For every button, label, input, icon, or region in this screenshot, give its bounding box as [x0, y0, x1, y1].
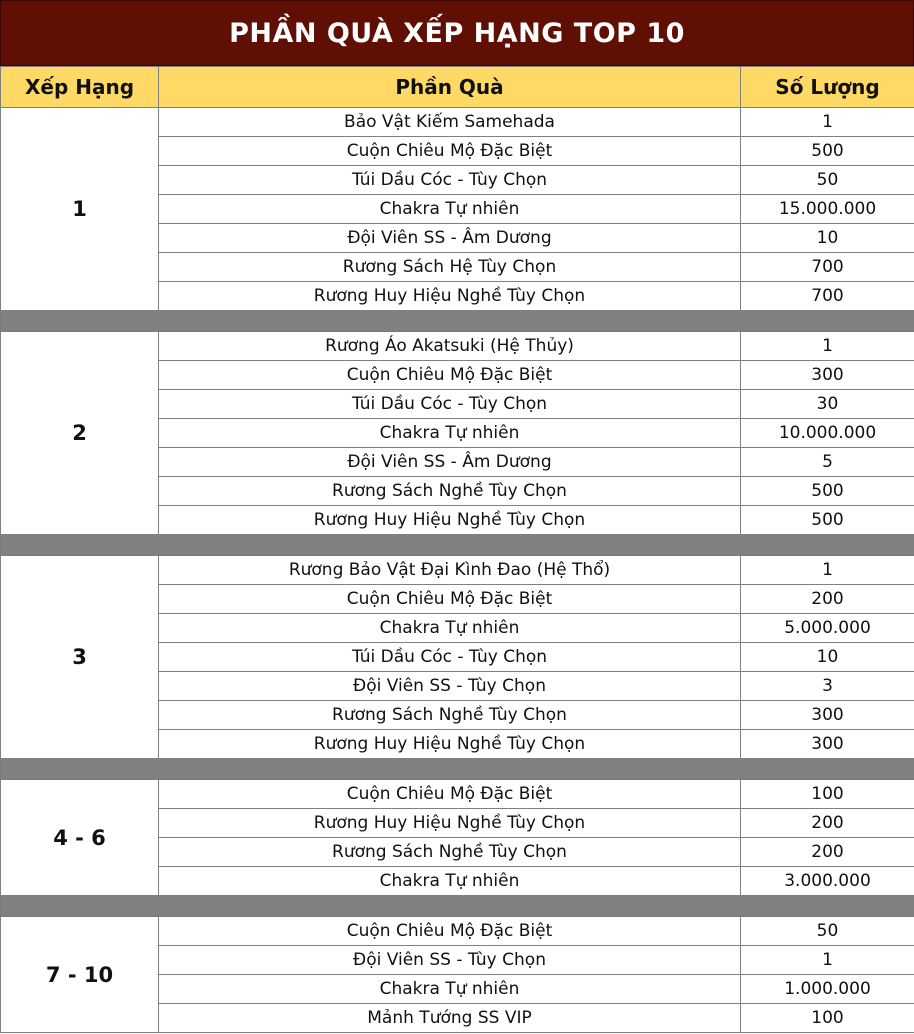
table-row — [1, 108, 914, 137]
reward-name-cell: Rương Huy Hiệu Nghề Tùy Chọn — [159, 506, 741, 535]
reward-quantity-cell: 3.000.000 — [741, 867, 914, 896]
reward-name-cell: Rương Huy Hiệu Nghề Tùy Chọn — [159, 730, 741, 759]
reward-quantity-cell: 10.000.000 — [741, 419, 914, 448]
group-separator-cell — [1, 535, 914, 556]
reward-quantity-cell: 500 — [741, 477, 914, 506]
reward-quantity-cell: 700 — [741, 253, 914, 282]
reward-quantity-cell: 1 — [741, 946, 914, 975]
rank-cell: 4 - 6 — [1, 780, 159, 896]
rank-cell: 3 — [1, 556, 159, 759]
reward-quantity-cell: 1 — [741, 556, 914, 585]
reward-name-cell: Túi Dầu Cóc - Tùy Chọn — [159, 390, 741, 419]
reward-name-cell: Rương Sách Nghề Tùy Chọn — [159, 701, 741, 730]
reward-name-cell: Rương Huy Hiệu Nghề Tùy Chọn — [159, 809, 741, 838]
reward-name-cell: Chakra Tự nhiên — [159, 975, 741, 1004]
reward-name-cell: Chakra Tự nhiên — [159, 419, 741, 448]
rank-cell: 7 - 10 — [1, 917, 159, 1033]
header-rank: Xếp Hạng — [1, 67, 159, 108]
reward-quantity-cell: 700 — [741, 282, 914, 311]
reward-quantity-cell: 300 — [741, 701, 914, 730]
reward-name-cell: Chakra Tự nhiên — [159, 195, 741, 224]
reward-quantity-cell: 1 — [741, 108, 914, 137]
reward-quantity-cell: 50 — [741, 166, 914, 195]
group-separator — [1, 535, 914, 556]
reward-name-cell: Đội Viên SS - Âm Dương — [159, 224, 741, 253]
reward-quantity-cell: 100 — [741, 780, 914, 809]
reward-table — [0, 66, 914, 1033]
reward-quantity-cell: 10 — [741, 224, 914, 253]
group-separator — [1, 759, 914, 780]
reward-name-cell: Mảnh Tướng SS VIP — [159, 1004, 741, 1033]
reward-quantity-cell: 5.000.000 — [741, 614, 914, 643]
header-row — [1, 67, 914, 108]
page-title: PHẦN QUÀ XẾP HẠNG TOP 10 — [0, 0, 914, 66]
reward-quantity-cell: 5 — [741, 448, 914, 477]
reward-quantity-cell: 300 — [741, 361, 914, 390]
reward-name-cell: Rương Bảo Vật Đại Kình Đao (Hệ Thổ) — [159, 556, 741, 585]
reward-name-cell: Rương Sách Nghề Tùy Chọn — [159, 838, 741, 867]
reward-name-cell: Cuộn Chiêu Mộ Đặc Biệt — [159, 780, 741, 809]
reward-quantity-cell: 1 — [741, 332, 914, 361]
reward-name-cell: Bảo Vật Kiếm Samehada — [159, 108, 741, 137]
rank-cell: 2 — [1, 332, 159, 535]
reward-name-cell: Rương Sách Nghề Tùy Chọn — [159, 477, 741, 506]
reward-quantity-cell: 10 — [741, 643, 914, 672]
reward-name-cell: Túi Dầu Cóc - Tùy Chọn — [159, 643, 741, 672]
table-row — [1, 917, 914, 946]
reward-body — [1, 108, 914, 1033]
reward-name-cell: Cuộn Chiêu Mộ Đặc Biệt — [159, 917, 741, 946]
reward-name-cell: Cuộn Chiêu Mộ Đặc Biệt — [159, 137, 741, 166]
reward-quantity-cell: 3 — [741, 672, 914, 701]
reward-quantity-cell: 15.000.000 — [741, 195, 914, 224]
reward-name-cell: Đội Viên SS - Tùy Chọn — [159, 946, 741, 975]
group-separator-cell — [1, 759, 914, 780]
group-separator — [1, 896, 914, 917]
table-row — [1, 332, 914, 361]
reward-quantity-cell: 30 — [741, 390, 914, 419]
reward-quantity-cell: 200 — [741, 838, 914, 867]
reward-quantity-cell: 50 — [741, 917, 914, 946]
group-separator — [1, 311, 914, 332]
rank-cell: 1 — [1, 108, 159, 311]
header-reward: Phần Quà — [159, 67, 741, 108]
reward-name-cell: Đội Viên SS - Tùy Chọn — [159, 672, 741, 701]
table-row — [1, 780, 914, 809]
table-row — [1, 556, 914, 585]
reward-quantity-cell: 100 — [741, 1004, 914, 1033]
reward-name-cell: Túi Dầu Cóc - Tùy Chọn — [159, 166, 741, 195]
reward-quantity-cell: 500 — [741, 137, 914, 166]
reward-quantity-cell: 1.000.000 — [741, 975, 914, 1004]
reward-name-cell: Cuộn Chiêu Mộ Đặc Biệt — [159, 585, 741, 614]
reward-quantity-cell: 500 — [741, 506, 914, 535]
reward-quantity-cell: 200 — [741, 585, 914, 614]
group-separator-cell — [1, 311, 914, 332]
reward-name-cell: Cuộn Chiêu Mộ Đặc Biệt — [159, 361, 741, 390]
reward-name-cell: Rương Huy Hiệu Nghề Tùy Chọn — [159, 282, 741, 311]
reward-name-cell: Đội Viên SS - Âm Dương — [159, 448, 741, 477]
group-separator-cell — [1, 896, 914, 917]
reward-quantity-cell: 200 — [741, 809, 914, 838]
reward-name-cell: Chakra Tự nhiên — [159, 614, 741, 643]
reward-name-cell: Rương Sách Hệ Tùy Chọn — [159, 253, 741, 282]
header-quantity: Số Lượng — [741, 67, 914, 108]
reward-name-cell: Rương Áo Akatsuki (Hệ Thủy) — [159, 332, 741, 361]
reward-quantity-cell: 300 — [741, 730, 914, 759]
reward-name-cell: Chakra Tự nhiên — [159, 867, 741, 896]
